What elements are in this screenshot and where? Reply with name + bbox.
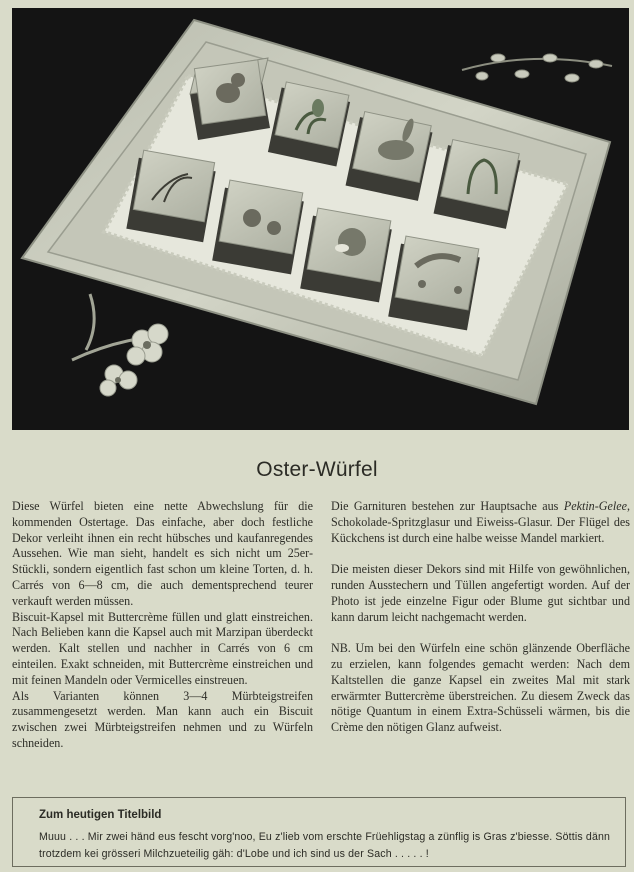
tray-illustration — [12, 8, 629, 430]
cube-catkins — [126, 150, 215, 242]
primrose-flowers — [72, 294, 168, 396]
nb-paragraph: NB. Um bei den Würfeln eine schön glänzende Oberfläche zu erzielen, kann folgendes gemacht werden: Nach dem Kaltstellen die ganze Kapsel ein zweites Mal mit stark erwärmter Buttercrème überstreichen. Zu diesem Zweck das nötige Quantum in einem Extra-Schüsseli wärmen, bis die Crème den nötigen Glanz aufweist. — [331, 641, 630, 735]
photo-easter-cubes-tray — [12, 8, 629, 430]
cube-snowdrops — [268, 82, 350, 167]
garnish-text-start: Die Garnituren bestehen zur Hauptsache aus — [331, 499, 564, 513]
pussy-willow-branch — [462, 54, 612, 82]
cube-chick-cartoon — [190, 58, 270, 140]
intro-paragraph: Diese Würfel bieten eine nette Abwechslung für die kommenden Ostertage. Das einfache, aber doch festliche Dekor verleiht ihnen ein recht hübsches und kaufanregendes Aussehen. Wie man sieht, handelt es sich nicht um 25er-Stückli, sondern eigentlich fast schon um kleine Torten, d. h. Carrés von 6—8 cm, die auch dementsprechend teurer verkauft werden müssen. — [12, 499, 313, 608]
left-text-column — [12, 499, 313, 752]
caption-text: Muuu . . . Mir zwei händ eus fescht vorg'noo, Eu z'lieb vom erschte Früehligstag a zünflig is Gras z'biesse. Söttis dänn trotzdem kei grösseri Milchzueteilig gäh: d'Lobe und ich sind us der Sach . . . . . ! — [39, 831, 611, 860]
cube-tulips — [434, 140, 521, 229]
cover-caption-box — [12, 797, 626, 867]
caption-heading: Zum heutigen Titelbild — [39, 809, 162, 821]
garnish-text-end: , Schokolade-Spritzglasur und Eiweiss-Glasur. Der Flügel des Kückchens ist durch eine halbe weisse Mandel markiert. — [331, 499, 630, 545]
cube-flowers — [212, 180, 304, 274]
article-title: Oster-Würfel — [256, 458, 378, 481]
cube-leaping-hare — [388, 236, 480, 330]
preparation-paragraph: Biscuit-Kapsel mit Buttercrème füllen und glatt einstreichen. Nach Belieben kann die Kapsel auch mit Marzipan überdeckt werden. Kalt stellen und nachher in Carrés von 6 cm einteilen. Exakt schneiden, mit Buttercrème einstreichen und mit feinen Mandeln oder Vermicelles einstreuen. — [12, 609, 313, 687]
right-text-column — [331, 499, 630, 736]
decor-paragraph: Die meisten dieser Dekors sind mit Hilfe von gewöhnlichen, runden Ausstechern und Tüllen angefertigt worden. Auf der Photo ist jede einzelne Figur oder Blume gut sichtbar und kann darum leicht nachgemacht werden. — [331, 562, 630, 624]
cube-rabbit — [346, 112, 433, 201]
variants-paragraph: Als Varianten können 3—4 Mürbteigstreifen zusammengesetzt werden. Man kann auch ein Biscuit zwischen zwei Mürbteigstreifen nehmen und zu Würfeln schneiden. — [12, 688, 313, 750]
garnish-paragraph — [331, 499, 630, 546]
cube-chick — [300, 208, 392, 302]
garnish-text-italic: Pektin-Gelee — [563, 499, 627, 513]
